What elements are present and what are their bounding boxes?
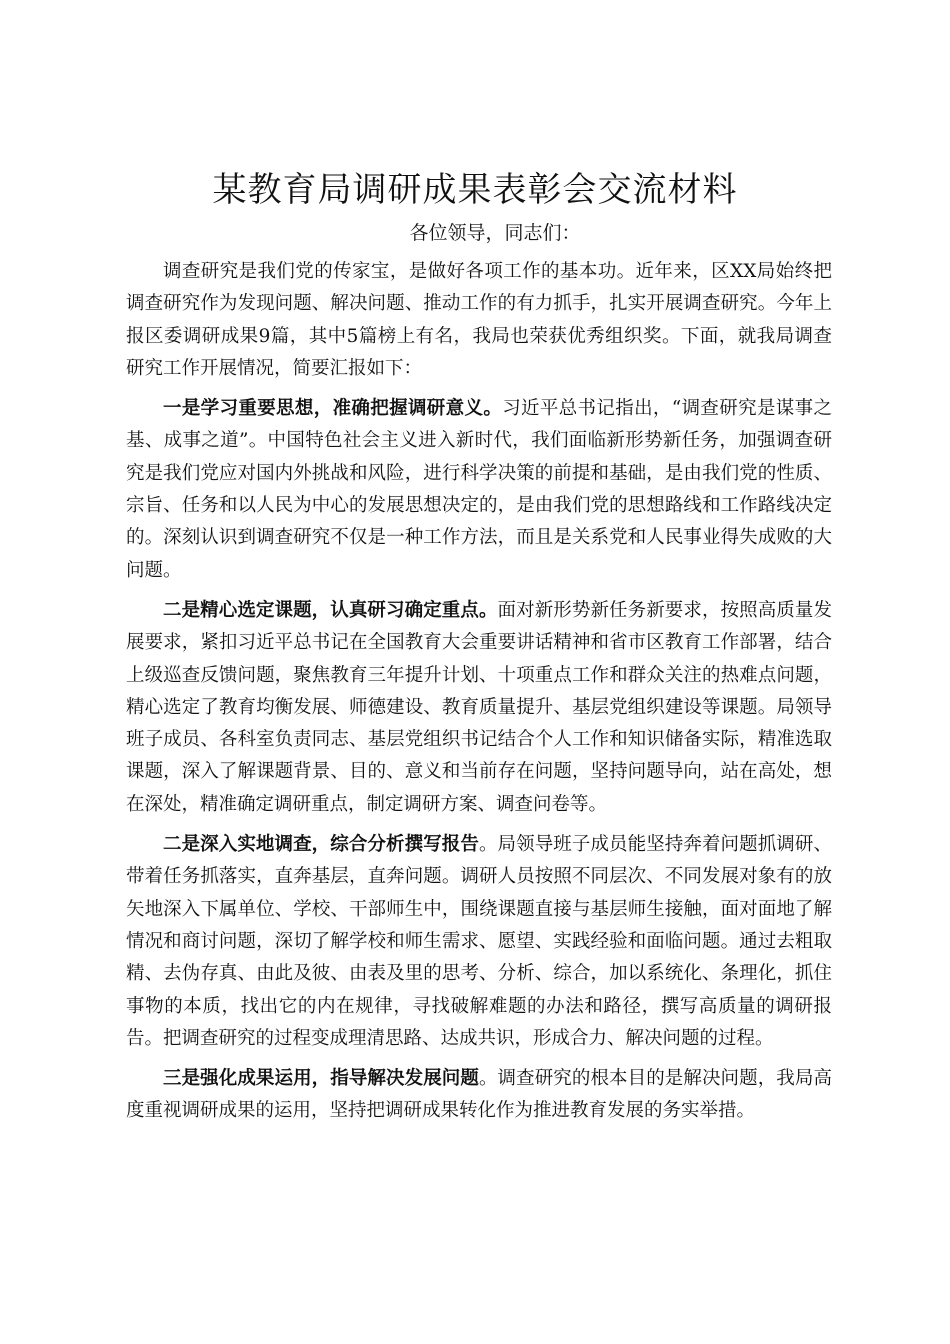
section-text-4: 。调查研究的根本目的是解决问题，我局高度重视调研成果的运用，坚持把调研成果转化作为推进教育发展的务实举措。 [126, 1068, 832, 1122]
section-text-2: 面对新形势新任务新要求，按照高质量发展要求，紧扣习近平总书记在全国教育大会重要讲话精神和省市区教育工作部署，结合上级巡查反馈问题，聚焦教育三年提升计划、十项重点工作和群众关注的热难点问题，精心选定了教育均衡发展、师德建设、教育质量提升、基层党组织建设等课题。局领导班子成员、各科室负责同志、基层党组织书记结合个人工作和知识储备实际，精准选取课题，深入了解课题背景、目的、意义和当前存在问题，坚持问题导向，站在高处，想在深处，精准确定调研重点，制定调研方案、调查问卷等。 [126, 599, 832, 815]
section-paragraph-3 [126, 829, 832, 1055]
section-heading-2: 二是精心选定课题，认真研习确定重点。 [163, 599, 498, 621]
section-paragraph-2 [126, 595, 832, 821]
section-paragraph-1 [126, 393, 832, 587]
section-text-3: 。局领导班子成员能坚持奔着问题抓调研、带着任务抓落实，直奔基层，直奔问题。调研人员按照不同层次、不同发展对象有的放矢地深入下属单位、学校、干部师生中，围绕课题直接与基层师生接触，面对面地了解情况和商讨问题，深切了解学校和师生需求、愿望、实践经验和面临问题。通过去粗取精、去伪存真、由此及彼、由表及里的思考、分析、综合，加以系统化、条理化，抓住事物的本质，找出它的内在规律，寻找破解难题的办法和路径，撰写高质量的调研报告。把调查研究的过程变成理清思路、达成共识，形成合力、解决问题的过程。 [126, 834, 832, 1049]
salutation: 各位领导，同志们： [409, 222, 581, 244]
intro-paragraph: 调查研究是我们党的传家宝，是做好各项工作的基本功。近年来，区XX局始终把调查研究作为发现问题、解决问题、推动工作的有力抓手，扎实开展调查研究。今年上报区委调研成果9篇，其中5篇榜上有名，我局也荣获优秀组织奖。下面，就我局调查研究工作开展情况，简要汇报如下： [126, 261, 832, 379]
section-heading-1: 一是学习重要思想，准确把握调研意义。 [163, 398, 503, 420]
document-title: 某教育局调研成果表彰会交流材料 [212, 170, 738, 210]
section-heading-4: 三是强化成果运用，指导解决发展问题 [163, 1068, 479, 1090]
section-heading-3: 二是深入实地调查，综合分析撰写报告 [163, 834, 479, 856]
document-body [126, 256, 832, 1136]
section-paragraph-4 [126, 1063, 832, 1128]
section-text-1: 习近平总书记指出，“调查研究是谋事之基、成事之道”。中国特色社会主义进入新时代，我们面临新形势新任务，加强调查研究是我们党应对国内外挑战和风险，进行科学决策的前提和基础，是由我们党的性质、宗旨、任务和以人民为中心的发展思想决定的，是由我们党的思想路线和工作路线决定的。深刻认识到调查研究不仅是一种工作方法，而且是关系党和人民事业得失成败的大问题。 [126, 398, 832, 581]
